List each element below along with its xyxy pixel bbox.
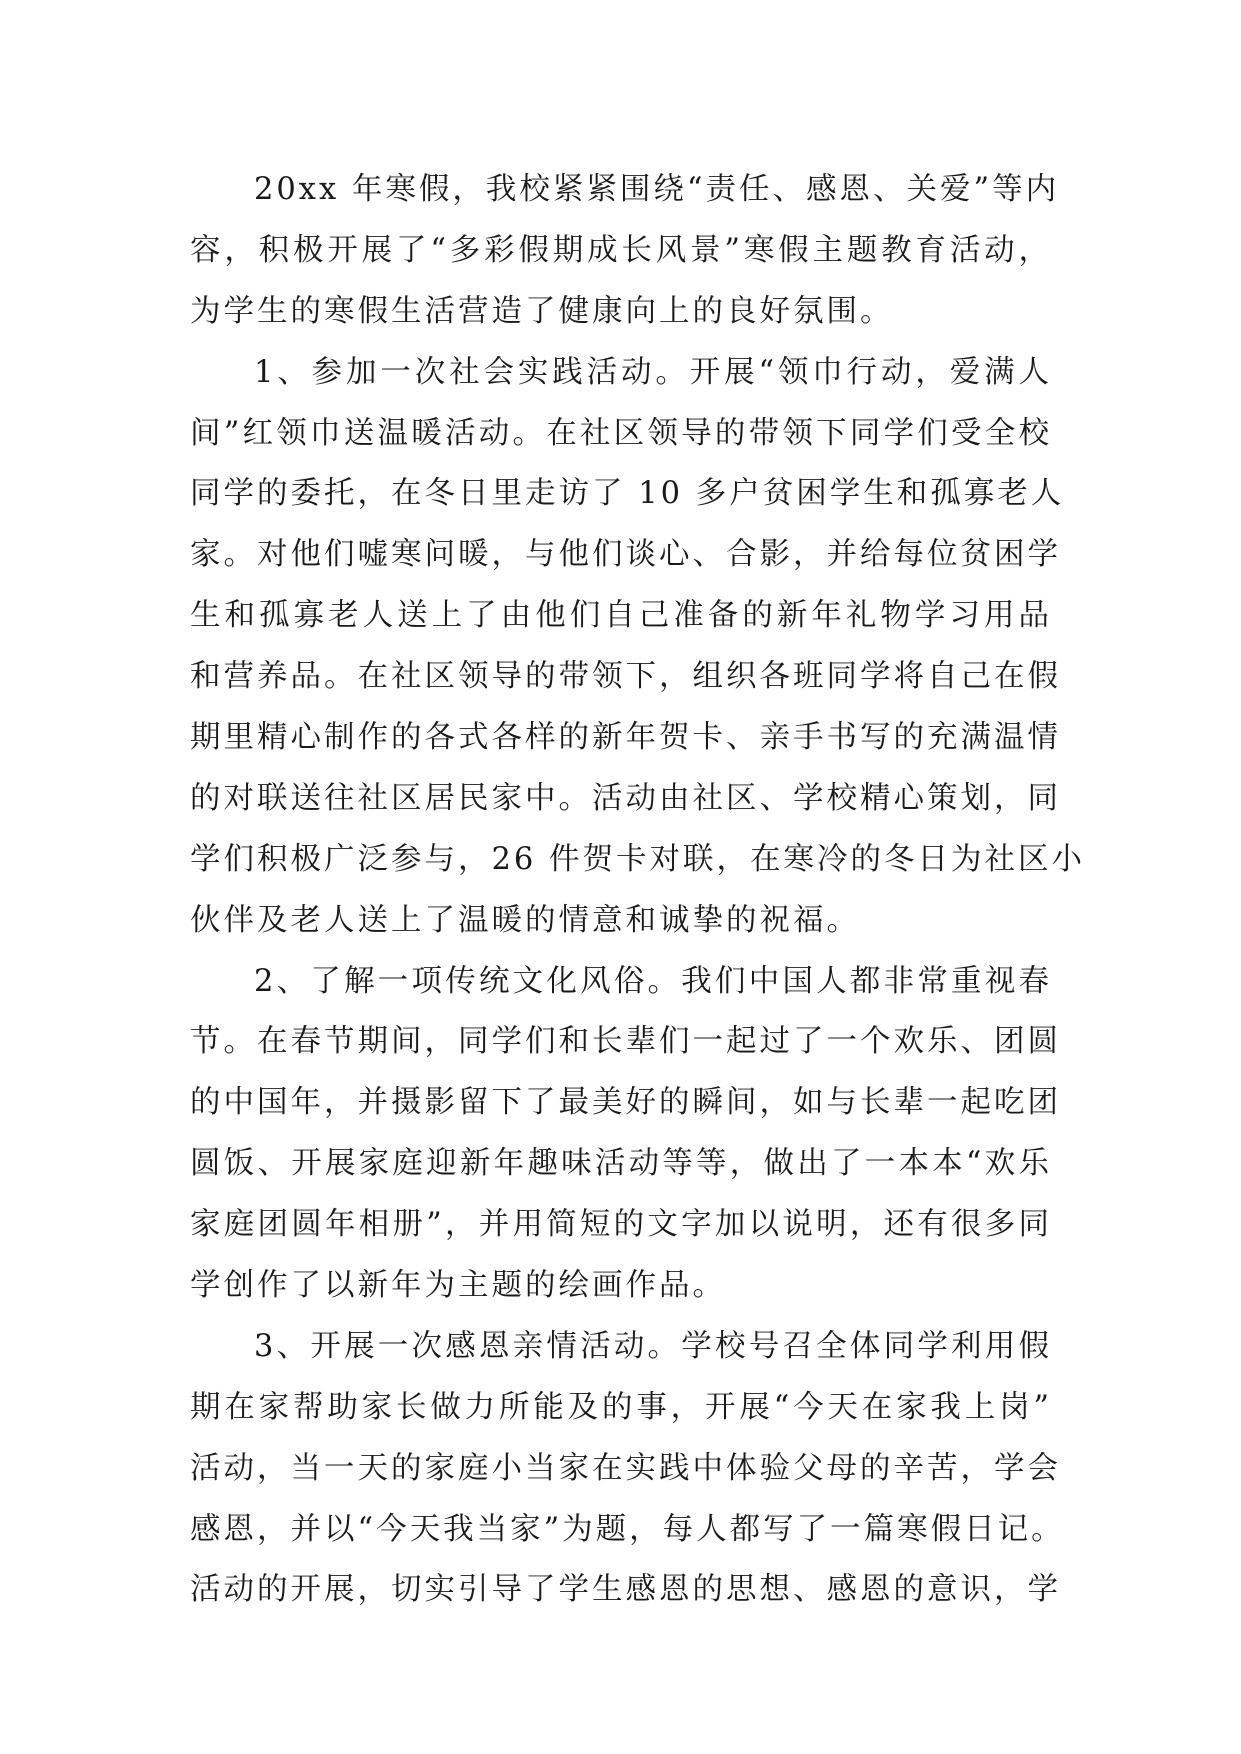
paragraph-traditional-culture [190,952,1061,1317]
paragraph-line: 的对联送往社区居民家中。活动由社区、学校精心策划，同 [190,780,1061,816]
paragraph-line: 生和孤寡老人送上了由他们自己准备的新年礼物学习用品 [190,598,1052,634]
paragraph-gratitude-activity [190,1317,1065,1621]
paragraph-line: 期在家帮助家长做力所能及的事，开展“今天在家我上岗” [190,1389,1052,1425]
paragraph-line: 家。对他们嘘寒问暖，与他们谈心、合影，并给每位贫困学 [190,537,1061,573]
paragraph-line: 家庭团圆年相册”，并用简短的文字加以说明，还有很多同 [190,1207,1052,1243]
paragraph-line: 间”红领巾送温暖活动。在社区领导的带领下同学们受全校 [190,415,1052,451]
paragraph-line: 和营养品。在社区领导的带领下，组织各班同学将自己在假 [190,659,1061,695]
paragraph-line: 感恩，并以“今天我当家”为题，每人都写了一篇寒假日记。 [190,1511,1065,1547]
paragraph-line: 活动的开展，切实引导了学生感恩的思想、感恩的意识，学 [190,1572,1061,1608]
paragraph-line: 圆饭、开展家庭迎新年趣味活动等等，做出了一本本“欢乐 [190,1146,1052,1182]
paragraph-line: 伙伴及老人送上了温暖的情意和诚挚的祝福。 [190,902,860,938]
document-body [190,160,1086,1621]
paragraph-line: 节。在春节期间，同学们和长辈们一起过了一个欢乐、团圆 [190,1024,1061,1060]
paragraph-intro [190,160,1060,343]
paragraph-line: 2、了解一项传统文化风俗。我们中国人都非常重视春 [254,963,1052,999]
paragraph-line: 容，积极开展了“多彩假期成长风景”寒假主题教育活动， [190,232,1052,268]
paragraph-line: 活动，当一天的家庭小当家在实践中体验父母的辛苦，学会 [190,1450,1061,1486]
paragraph-social-practice [190,343,1086,952]
paragraph-line: 1、参加一次社会实践活动。开展“领巾行动，爱满人 [254,354,1052,390]
paragraph-line: 为学生的寒假生活营造了健康向上的良好氛围。 [190,293,894,329]
paragraph-line: 3、开展一次感恩亲情活动。学校号召全体同学利用假 [254,1328,1052,1364]
paragraph-line: 同学的委托，在冬日里走访了 10 多户贫困学生和孤寡老人 [190,476,1065,512]
paragraph-line: 学们积极广泛参与，26 件贺卡对联，在寒冷的冬日为社区小 [190,841,1086,877]
paragraph-line: 的中国年，并摄影留下了最美好的瞬间，如与长辈一起吃团 [190,1085,1061,1121]
paragraph-line: 20xx 年寒假，我校紧紧围绕“责任、感恩、关爱”等内 [254,172,1060,207]
paragraph-line: 期里精心制作的各式各样的新年贺卡、亲手书写的充满温情 [190,720,1061,756]
paragraph-line: 学创作了以新年为主题的绘画作品。 [190,1268,726,1304]
